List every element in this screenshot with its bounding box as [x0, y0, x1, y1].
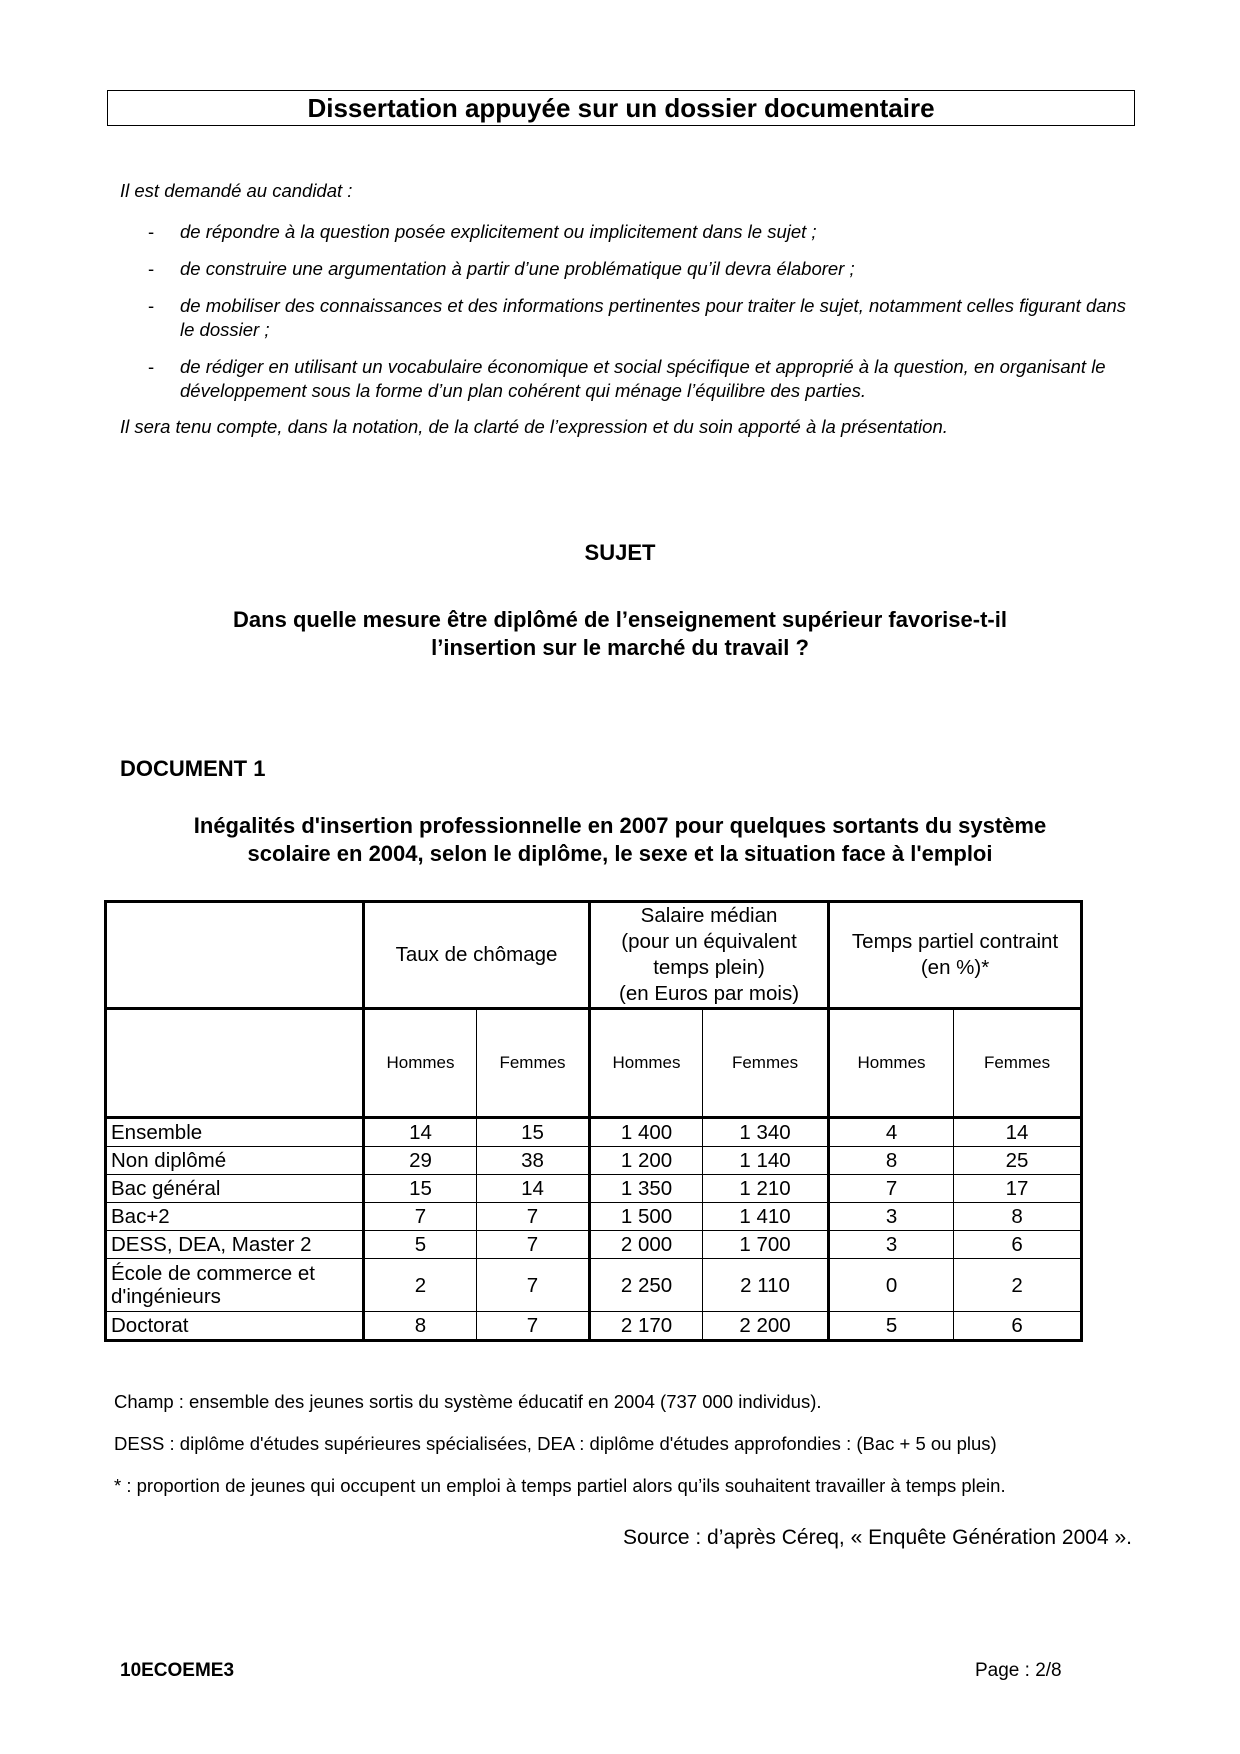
table-notes [114, 1390, 1144, 1516]
cell: 1 410 [703, 1203, 829, 1231]
cell: 1 500 [590, 1203, 703, 1231]
col-group-salaire-median: Salaire médian (pour un équivalent temps plein) (en Euros par mois) [590, 902, 829, 1009]
table-row [106, 1259, 1082, 1312]
note-dess: DESS : diplôme d'études supérieures spécialisées, DEA : diplôme d'études approfondies : (Bac + 5 ou plus) [114, 1433, 997, 1454]
sub-header-femmes: Femmes [703, 1009, 829, 1118]
cell: 2 200 [703, 1312, 829, 1341]
table-row [106, 1312, 1082, 1341]
row-label: Bac+2 [106, 1203, 364, 1231]
cell: 2 170 [590, 1312, 703, 1341]
sujet-label: SUJET [584, 540, 656, 565]
sub-header-hommes: Hommes [590, 1009, 703, 1118]
instructions [120, 180, 1130, 438]
cell: 6 [954, 1312, 1082, 1341]
cell: 8 [829, 1147, 954, 1175]
row-label: École de commerce et d'ingénieurs [106, 1259, 364, 1312]
cell: 7 [477, 1259, 590, 1312]
instructions-closing: Il sera tenu compte, dans la notation, de la clarté de l’expression et du soin apporté à la présentation. [120, 416, 948, 437]
cell: 15 [364, 1175, 477, 1203]
instruction-item: - de rédiger en utilisant un vocabulaire économique et social spécifique et approprié à la question, en organisant le développement sous la forme d’un plan cohérent qui ménage l’équilibre des parties. [148, 356, 1106, 401]
cell: 2 000 [590, 1231, 703, 1259]
cell: 38 [477, 1147, 590, 1175]
cell: 14 [954, 1118, 1082, 1147]
cell: 7 [477, 1312, 590, 1341]
col-group-temps-partiel: Temps partiel contraint (en %)* [829, 902, 1082, 1009]
cell: 14 [364, 1118, 477, 1147]
sub-header-femmes: Femmes [954, 1009, 1082, 1118]
table-row [106, 1231, 1082, 1259]
instruction-item: - de construire une argumentation à partir d’une problématique qu’il devra élaborer ; [148, 258, 855, 279]
table-row [106, 1175, 1082, 1203]
cell: 14 [477, 1175, 590, 1203]
cell: 7 [477, 1231, 590, 1259]
instructions-list [120, 220, 1130, 403]
sujet-question: Dans quelle mesure être diplômé de l’enseignement supérieur favorise-t-il l’insertion sur le marché du travail ? [233, 607, 1007, 660]
data-table [104, 900, 1083, 1342]
cell: 17 [954, 1175, 1082, 1203]
cell: 1 700 [703, 1231, 829, 1259]
row-label: Bac général [106, 1175, 364, 1203]
cell: 6 [954, 1231, 1082, 1259]
col-group-taux-chomage: Taux de chômage [364, 902, 590, 1009]
cell: 2 250 [590, 1259, 703, 1312]
cell: 0 [829, 1259, 954, 1312]
document-label: DOCUMENT 1 [120, 756, 266, 781]
page-number: Page : 2/8 [975, 1660, 1062, 1681]
table-row [106, 1147, 1082, 1175]
cell: 1 200 [590, 1147, 703, 1175]
cell: 2 110 [703, 1259, 829, 1312]
cell: 15 [477, 1118, 590, 1147]
cell: 7 [477, 1203, 590, 1231]
cell: 4 [829, 1118, 954, 1147]
source-citation: Source : d’après Céreq, « Enquête Génération 2004 ». [622, 1526, 1132, 1549]
cell: 2 [954, 1259, 1082, 1312]
cell: 8 [364, 1312, 477, 1341]
document-title: Inégalités d'insertion professionnelle en 2007 pour quelques sortants du système scolaire en 2004, selon le diplôme, le sexe et la situation face à l'emploi [193, 813, 1047, 866]
note-champ: Champ : ensemble des jeunes sortis du système éducatif en 2004 (737 000 individus). [114, 1391, 822, 1412]
cell: 5 [829, 1312, 954, 1341]
cell: 7 [829, 1175, 954, 1203]
cell: 3 [829, 1203, 954, 1231]
row-label: Ensemble [106, 1118, 364, 1147]
sub-header-hommes: Hommes [829, 1009, 954, 1118]
instruction-item: - de répondre à la question posée explicitement ou implicitement dans le sujet ; [148, 221, 817, 242]
cell: 5 [364, 1231, 477, 1259]
cell: 8 [954, 1203, 1082, 1231]
corner-cell [106, 902, 364, 1009]
row-label: DESS, DEA, Master 2 [106, 1231, 364, 1259]
cell: 1 140 [703, 1147, 829, 1175]
cell: 2 [364, 1259, 477, 1312]
corner-cell [106, 1009, 364, 1118]
cell: 1 340 [703, 1118, 829, 1147]
cell: 7 [364, 1203, 477, 1231]
instructions-intro: Il est demandé au candidat : [120, 180, 353, 201]
cell: 1 350 [590, 1175, 703, 1203]
row-label: Doctorat [106, 1312, 364, 1341]
cell: 1 210 [703, 1175, 829, 1203]
table-row [106, 1118, 1082, 1147]
cell: 1 400 [590, 1118, 703, 1147]
document-header-title: Dissertation appuyée sur un dossier documentaire [107, 90, 1135, 126]
instruction-item: - de mobiliser des connaissances et des informations pertinentes pour traiter le sujet, notamment celles figurant dans le dossier ; [148, 295, 1127, 340]
cell: 3 [829, 1231, 954, 1259]
note-asterisk: * : proportion de jeunes qui occupent un emploi à temps partiel alors qu’ils souhaitent travailler à temps plein. [114, 1475, 1006, 1496]
sub-header-hommes: Hommes [364, 1009, 477, 1118]
sub-header-femmes: Femmes [477, 1009, 590, 1118]
table-row [106, 1203, 1082, 1231]
footer-code: 10ECOEME3 [120, 1660, 235, 1681]
cell: 29 [364, 1147, 477, 1175]
cell: 25 [954, 1147, 1082, 1175]
row-label: Non diplômé [106, 1147, 364, 1175]
